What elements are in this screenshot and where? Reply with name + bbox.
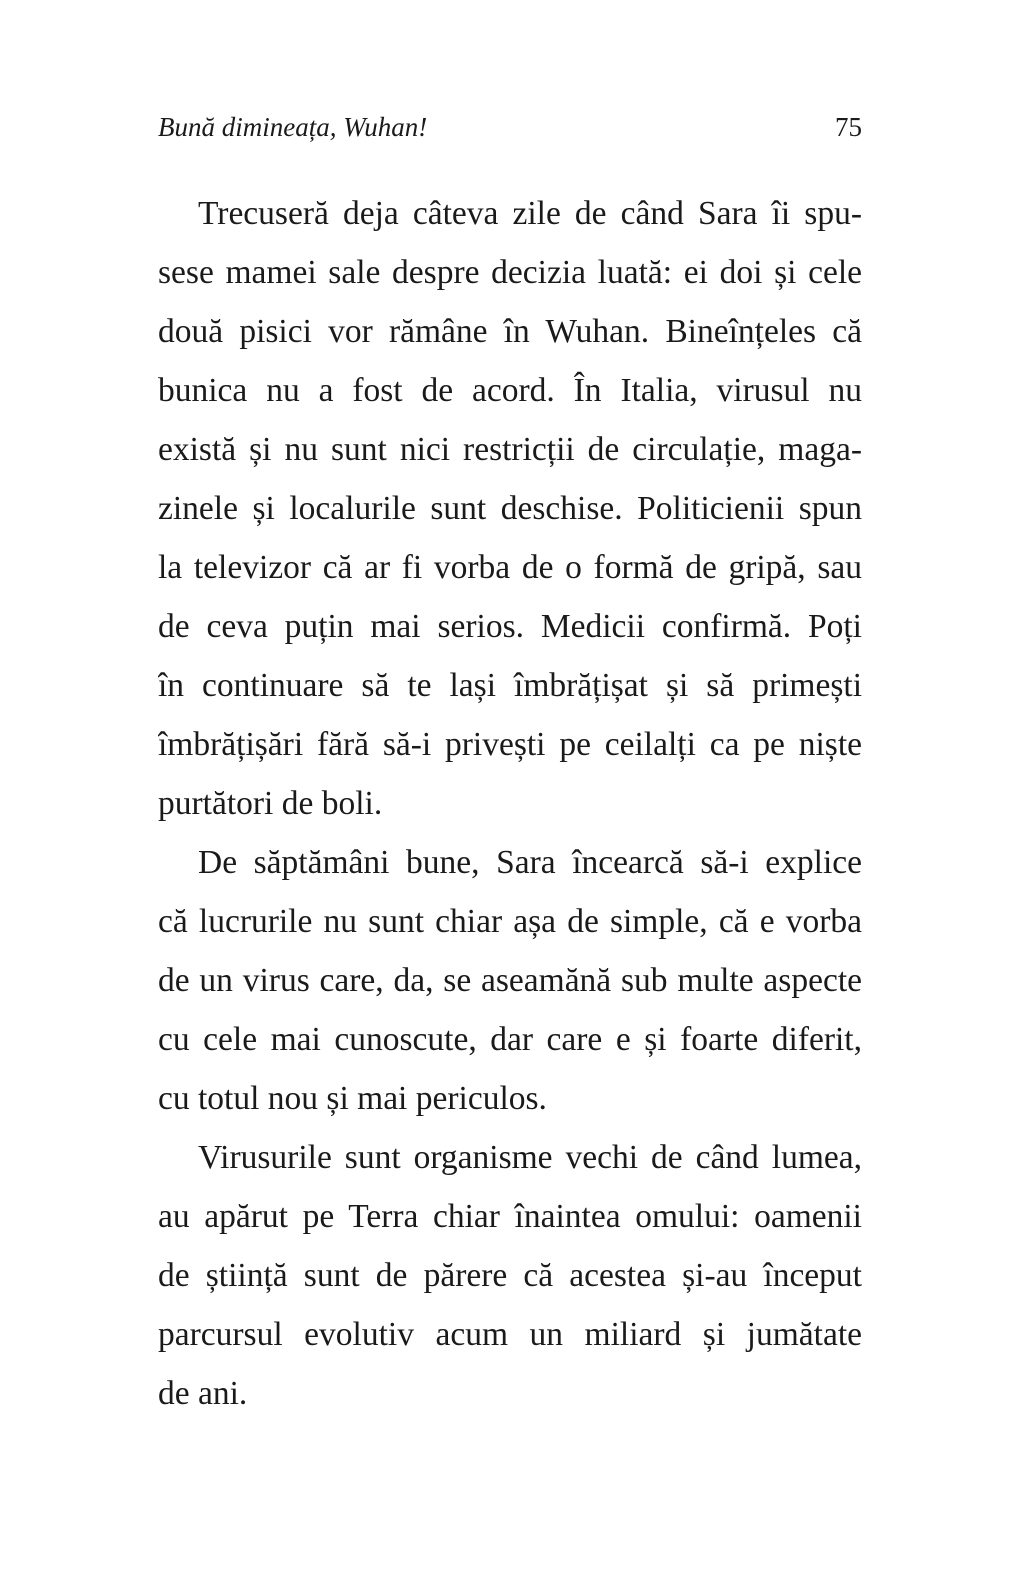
text-line: cu totul nou și mai periculos. <box>158 1080 547 1117</box>
text-line: în continuare să te lași îmbrățișat și să primești <box>158 667 862 704</box>
paragraph <box>158 1128 862 1423</box>
text-line: purtători de boli. <box>158 785 383 822</box>
text-line: că lucrurile nu sunt chiar așa de simple, că e vorba <box>158 903 862 940</box>
text-line: cu cele mai cunoscute, dar care e și foarte diferit, <box>158 1021 862 1058</box>
text-line: de ceva puțin mai serios. Medicii confirmă. Poți <box>158 608 862 645</box>
text-line: zinele și localurile sunt deschise. Politicienii spun <box>158 490 862 527</box>
paragraph <box>158 833 862 1128</box>
text-line: la televizor că ar fi vorba de o formă de gripă, sau <box>158 549 862 586</box>
text-line: de ani. <box>158 1375 248 1412</box>
text-line: bunica nu a fost de acord. În Italia, virusul nu <box>158 372 862 409</box>
text-line: sese mamei sale despre decizia luată: ei doi și cele <box>158 254 862 291</box>
page-header <box>158 112 862 148</box>
text-line: două pisici vor rămâne în Wuhan. Bineînțeles că <box>158 313 862 350</box>
paragraph <box>158 184 862 833</box>
text-line: Trecuseră deja câteva zile de când Sara îi spu- <box>198 195 862 232</box>
text-line: au apărut pe Terra chiar înaintea omului: oamenii <box>158 1198 862 1235</box>
text-line: Virusurile sunt organisme vechi de când lumea, <box>198 1139 862 1176</box>
text-line: există și nu sunt nici restricții de circulație, maga- <box>158 431 862 468</box>
body-text <box>158 184 862 1423</box>
text-line: îmbrățișări fără să-i privești pe ceilalți ca pe niște <box>158 726 862 763</box>
text-line: parcursul evolutiv acum un miliard și jumătate <box>158 1316 862 1353</box>
page-number: 75 <box>835 112 862 142</box>
running-title: Bună dimineața, Wuhan! <box>158 112 428 142</box>
text-line: De săptămâni bune, Sara încearcă să-i explice <box>198 844 862 881</box>
text-line: de știință sunt de părere că acestea și-au început <box>158 1257 862 1294</box>
text-line: de un virus care, da, se aseamănă sub multe aspecte <box>158 962 862 999</box>
